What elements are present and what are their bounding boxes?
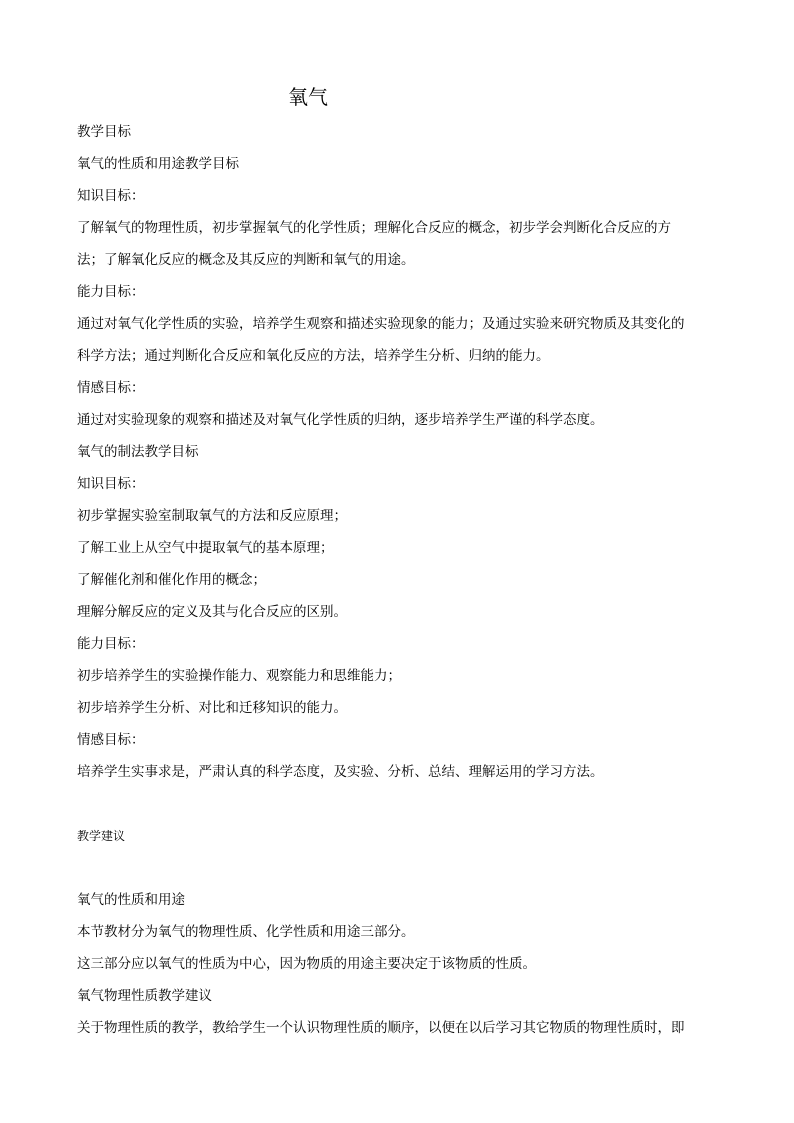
subheading-properties-goals: 氧气的性质和用途教学目标 <box>77 156 239 172</box>
paragraph-line: 法；了解氧化反应的概念及其反应的判断和氧气的用途。 <box>77 252 415 268</box>
label-emotion-goal: 情感目标： <box>77 380 145 396</box>
paragraph-line: 培养学生实事求是，严肃认真的科学态度，及实验、分析、总结、理解运用的学习方法。 <box>77 764 604 780</box>
label-emotion-goal: 情感目标： <box>77 732 145 748</box>
heading-teaching-goals: 教学目标 <box>77 124 131 140</box>
paragraph-line: 初步培养学生的实验操作能力、观察能力和思维能力； <box>77 668 401 684</box>
paragraph-line: 本节教材分为氧气的物理性质、化学性质和用途三部分。 <box>77 924 415 940</box>
subheading-properties-uses: 氧气的性质和用途 <box>77 892 185 908</box>
paragraph-line: 这三部分应以氧气的性质为中心，因为物质的用途主要决定于该物质的性质。 <box>77 956 536 972</box>
paragraph-line: 初步培养学生分析、对比和迁移知识的能力。 <box>77 700 347 716</box>
label-knowledge-goal: 知识目标： <box>77 476 145 492</box>
paragraph-line: 了解催化剂和催化作用的概念； <box>77 572 266 588</box>
label-ability-goal: 能力目标： <box>77 284 145 300</box>
subheading-preparation-goals: 氧气的制法教学目标 <box>77 444 199 460</box>
label-ability-goal: 能力目标： <box>77 636 145 652</box>
paragraph-line: 通过对实验现象的观察和描述及对氧气化学性质的归纳，逐步培养学生严谨的科学态度。 <box>77 412 604 428</box>
paragraph-line: 理解分解反应的定义及其与化合反应的区别。 <box>77 604 347 620</box>
paragraph-line: 关于物理性质的教学，教给学生一个认识物理性质的顺序，以便在以后学习其它物质的物理性质时，即 <box>77 1020 685 1036</box>
document-title: 氧气 <box>288 85 328 109</box>
paragraph-line: 初步掌握实验室制取氧气的方法和反应原理； <box>77 508 347 524</box>
paragraph-line: 了解工业上从空气中提取氧气的基本原理； <box>77 540 334 556</box>
paragraph-line: 通过对氧气化学性质的实验，培养学生观察和描述实验现象的能力；及通过实验来研究物质及其变化的 <box>77 316 685 332</box>
heading-teaching-suggestions: 教学建议 <box>77 829 126 843</box>
subheading-physical-properties: 氧气物理性质教学建议 <box>77 988 212 1004</box>
paragraph-line: 了解氧气的物理性质，初步掌握氧气的化学性质；理解化合反应的概念，初步学会判断化合反应的方 <box>77 220 671 236</box>
label-knowledge-goal: 知识目标： <box>77 188 145 204</box>
paragraph-line: 科学方法；通过判断化合反应和氧化反应的方法，培养学生分析、归纳的能力。 <box>77 348 550 364</box>
